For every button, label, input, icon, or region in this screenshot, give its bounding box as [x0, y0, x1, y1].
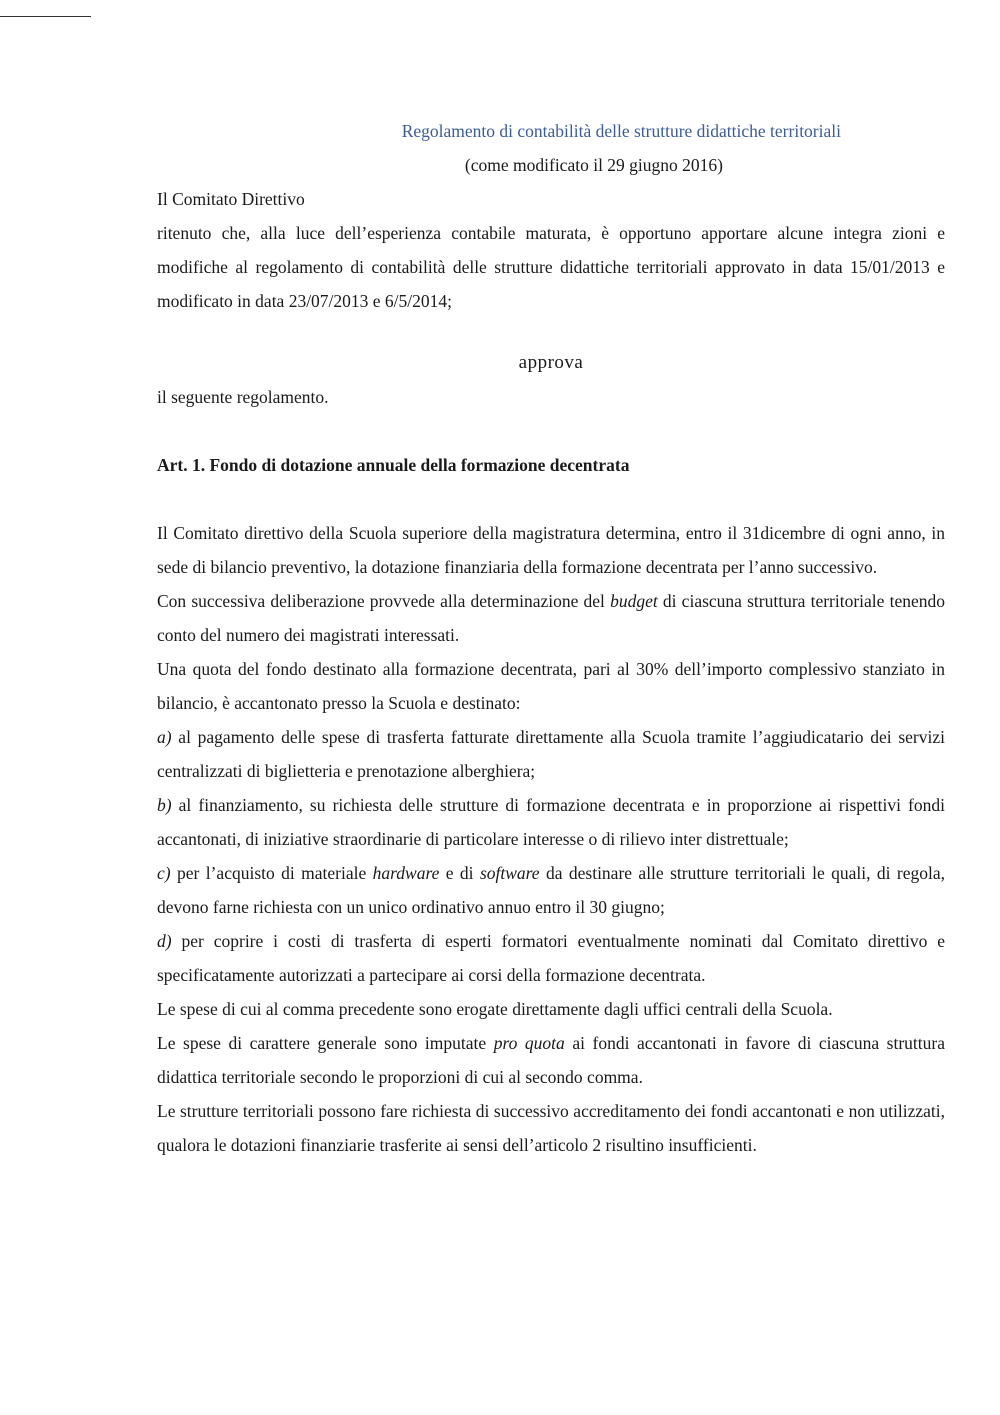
intro-line: il seguente regolamento. [157, 387, 329, 407]
document-title: Regolamento di contabilità delle strutture didattiche territoriali [401, 121, 841, 141]
issuer: Il Comitato Direttivo [157, 189, 305, 209]
approva-heading: approva [518, 352, 584, 373]
budget-term: budget [610, 591, 658, 611]
list-item-a: a) al pagamento delle spese di trasferta fatturate direttamente alla Scuola tramite l’aggiudicatario dei servizi centralizzati di biglietteria e prenotazione alberghiera; [157, 727, 945, 781]
document-subtitle: (come modificato il 29 giugno 2016) [464, 155, 723, 175]
preamble: ritenuto che, alla luce dell’esperienza contabile maturata, è opportuno apportare alcune integra zioni e modifiche al regolamento di contabilità delle strutture didattiche territoriali approvato in data 15/01/2013 e modificato in data 23/07/2013 e 6/5/2014; [157, 223, 945, 311]
list-item-d: d) per coprire i costi di trasferta di esperti formatori eventualmente nominati dal Comitato direttivo e specificatamente autorizzati a partecipare ai corsi della formazione decentrata. [157, 931, 945, 985]
list-item-b: b) al finanziamento, su richiesta delle strutture di formazione decentrata e in proporzione ai rispettivi fondi accantonati, di iniziative straordinarie di particolare interesse o di rilievo inter distrettuale; [157, 795, 945, 849]
article-1-paragraph-2: Con successiva deliberazione provvede alla determinazione del budget di ciascuna struttura territoriale tenendo conto del numero dei magistrati interessati. [157, 591, 945, 645]
header-rule [0, 16, 91, 17]
article-1-paragraph-1: Il Comitato direttivo della Scuola superiore della magistratura determina, entro il 31dicembre di ogni anno, in sede di bilancio preventivo, la dotazione finanziaria della formazione decentrata per l’anno successivo. [157, 523, 945, 577]
article-1-heading: Art. 1. Fondo di dotazione annuale della formazione decentrata [157, 455, 630, 475]
document-page [157, 112, 945, 1162]
pro-quota-term: pro quota [493, 1033, 565, 1053]
article-1-paragraph-5: Le spese di carattere generale sono imputate pro quota ai fondi accantonati in favore di ciascuna struttura didattica territoriale secondo le proporzioni di cui al secondo comma. [157, 1033, 945, 1087]
article-1-paragraph-6: Le strutture territoriali possono fare richiesta di successivo accreditamento dei fondi accantonati e non utilizzati, qualora le dotazioni finanziarie trasferite ai sensi dell’articolo 2 risultino insufficienti. [157, 1101, 945, 1155]
article-1-paragraph-4: Le spese di cui al comma precedente sono erogate direttamente dagli uffici centrali della Scuola. [157, 999, 833, 1019]
article-1-paragraph-3: Una quota del fondo destinato alla formazione decentrata, pari al 30% dell’importo complessivo stanziato in bilancio, è accantonato presso la Scuola e destinato: [157, 659, 945, 713]
list-item-c: c) per l’acquisto di materiale hardware e di software da destinare alle strutture territoriali le quali, di regola, devono farne richiesta con un unico ordinativo annuo entro il 30 giugno; [157, 863, 945, 917]
